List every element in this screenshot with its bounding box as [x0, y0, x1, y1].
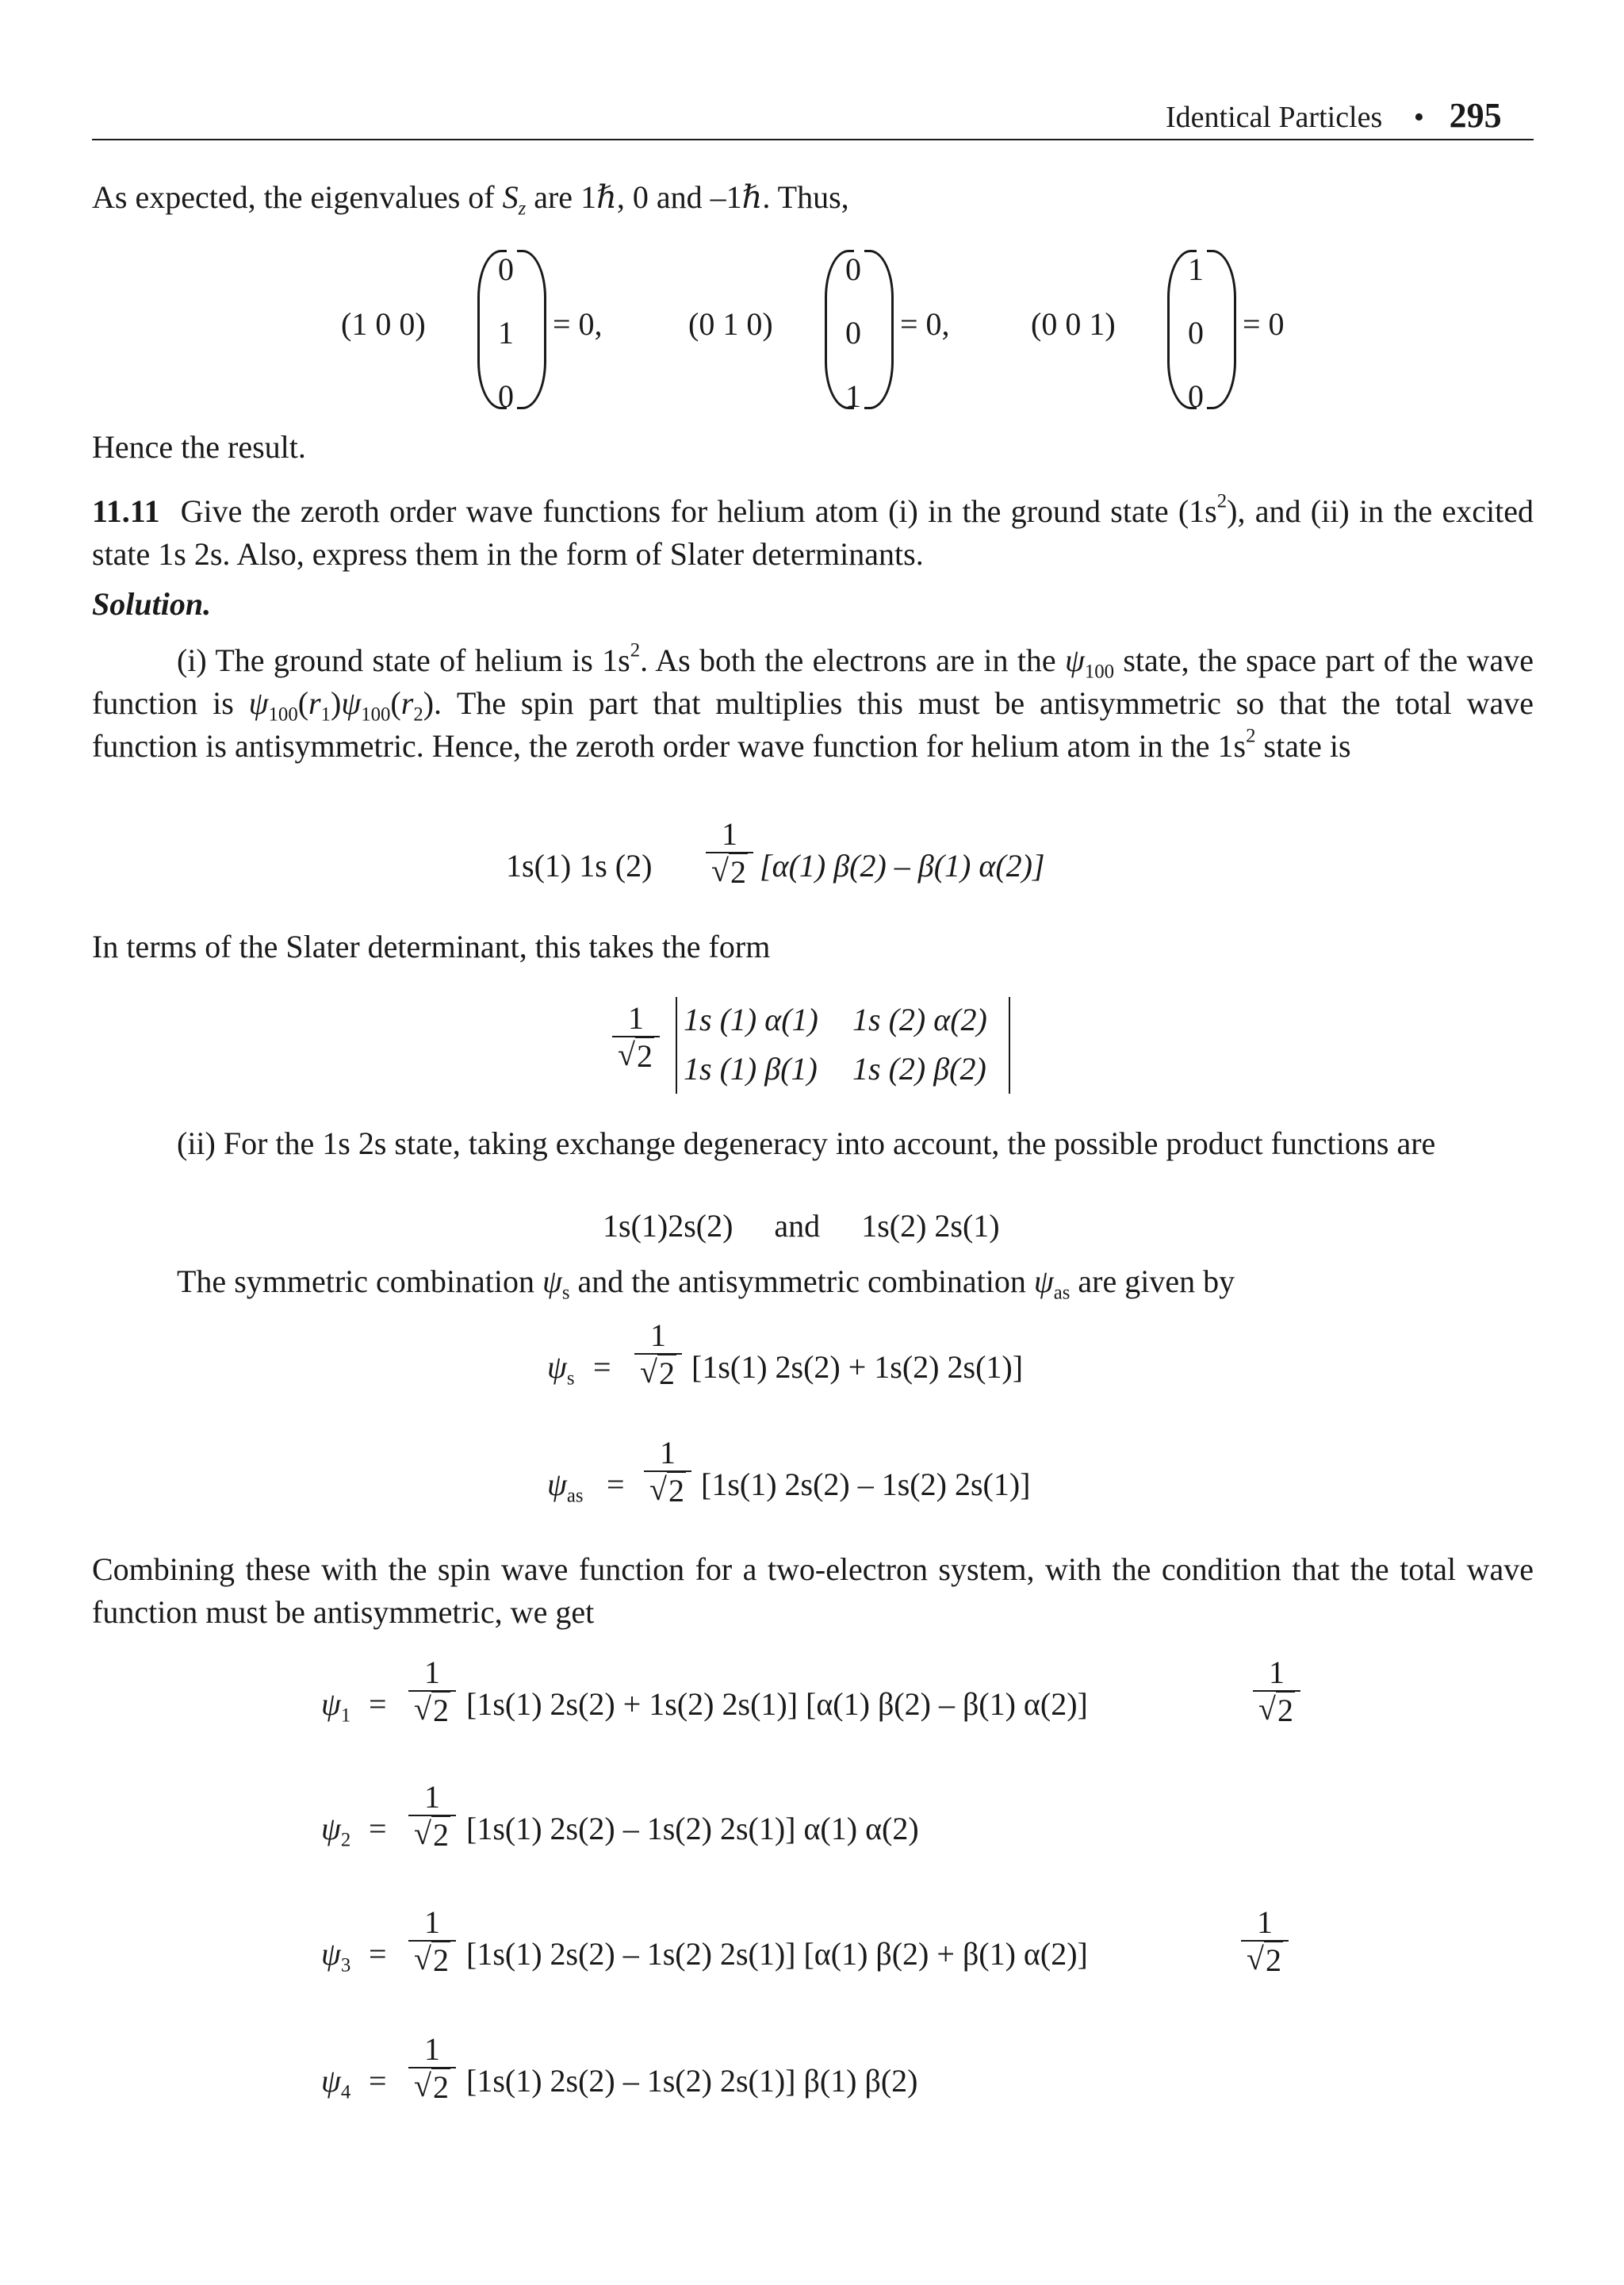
- product-and: and: [774, 1208, 821, 1244]
- psi-subscript: 4: [340, 2081, 351, 2103]
- fraction-numerator: 1: [628, 1000, 644, 1036]
- fraction-numerator: 1: [722, 816, 737, 852]
- psi-subscript: 3: [340, 1954, 351, 1976]
- r-symbol: r: [308, 685, 321, 721]
- sub-as: as: [566, 1485, 584, 1507]
- fraction-denominator: 2: [1266, 1942, 1281, 1978]
- psi-symbol: ψ: [542, 1263, 562, 1299]
- intro-hbar-1: ℏ: [596, 179, 617, 215]
- psi-symbol: ψ: [321, 1811, 341, 1846]
- fraction-numerator: 1: [424, 1654, 440, 1690]
- determinant-left-bar: [676, 997, 677, 1094]
- col-entry: 0: [1188, 315, 1204, 351]
- right-paren: [864, 250, 894, 409]
- eq1-fraction: [706, 817, 753, 891]
- row-vector: (1 0 0): [341, 306, 426, 342]
- eq1-right: [α(1) β(2) – β(1) α(2)]: [760, 848, 1045, 884]
- psi-symbol: ψ: [1033, 1263, 1054, 1299]
- matrix-rhs: = 0,: [900, 306, 950, 342]
- problem-statement: [92, 490, 1534, 576]
- col-entry: 0: [845, 315, 861, 351]
- psi-as-label: [547, 1466, 584, 1507]
- fraction-numerator: 1: [650, 1317, 666, 1353]
- equals-sign: =: [607, 1466, 625, 1502]
- row-vector: (0 1 0): [688, 306, 773, 342]
- product-a: 1s(1)2s(2): [603, 1208, 733, 1244]
- psi-1-label: [321, 1685, 351, 1727]
- psi-3-tail-fraction: [1241, 1905, 1289, 1980]
- psi-4-rhs: [1s(1) 2s(2) – 1s(2) 2s(1)] β(1) β(2): [466, 2063, 918, 2099]
- part-ii-paragraph: (ii) For the 1s 2s state, taking exchange degeneracy into account, the possible product functions are: [177, 1125, 1436, 1161]
- col-entry: 0: [498, 251, 514, 287]
- header-rule: [92, 139, 1534, 140]
- intro-hbar-2: ℏ: [741, 179, 763, 215]
- matrix-rhs: = 0: [1243, 306, 1285, 342]
- part1-text-d: . The spin part that multiplies this must be antisymmetric so that the total wave function is antisymmetric. Hence, the zeroth order wave function for helium atom in the 1s: [92, 685, 1534, 764]
- part1-sup-2: 2: [1246, 725, 1256, 747]
- psi-3-rhs: [1s(1) 2s(2) – 1s(2) 2s(1)] [α(1) β(2) + β(1) α(2)]: [466, 1936, 1088, 1972]
- psi-1-tail-fraction: [1253, 1655, 1300, 1730]
- sub-2: 2: [413, 704, 423, 726]
- running-header: [1166, 95, 1502, 136]
- intro-line: [92, 178, 849, 220]
- sub-100: 100: [1084, 661, 1115, 683]
- col-entry: 1: [498, 315, 514, 351]
- psi-subscript: 2: [340, 1829, 351, 1851]
- part1-sup-1: 2: [630, 639, 641, 661]
- psi-as-fraction: [644, 1436, 691, 1510]
- fraction-denominator: 2: [659, 1355, 675, 1391]
- psi-symbol: ψ: [341, 685, 362, 721]
- equals-sign: =: [369, 2063, 387, 2099]
- eq1-left: 1s(1) 1s (2): [506, 848, 653, 884]
- combining-paragraph: Combining these with the spin wave function for a two-electron system, with the condition that the total wave function must be antisymmetric, we get: [92, 1551, 1534, 1630]
- psi-4-label: [321, 2062, 351, 2103]
- sub-100: 100: [361, 704, 391, 726]
- psi-3-fraction: [408, 1905, 456, 1980]
- psi-3-label: [321, 1935, 351, 1976]
- col-entry: 0: [1188, 378, 1204, 414]
- psi-symbol: ψ: [248, 685, 269, 721]
- intro-z: z: [518, 197, 527, 220]
- psi-s-fraction: [634, 1318, 682, 1393]
- intro-S: S: [502, 179, 519, 215]
- slater-r1c1: 1s (1) α(1): [684, 1002, 818, 1037]
- sub-s: s: [561, 1282, 570, 1304]
- right-paren: [1207, 250, 1236, 409]
- slater-r1c2: 1s (2) α(2): [852, 1002, 987, 1037]
- slater-fraction: [612, 1001, 660, 1075]
- problem-text-a: Give the zeroth order wave functions for helium atom (i) in the ground state (1s: [180, 493, 1217, 529]
- sub-s: s: [566, 1367, 575, 1390]
- problem-number: 11.11: [92, 493, 160, 529]
- fraction-numerator: 1: [424, 1904, 440, 1940]
- fraction-denominator: 2: [433, 1942, 449, 1978]
- hence-result: Hence the result.: [92, 429, 306, 465]
- part1-text-c: state, the space part of the wave function is: [92, 642, 1534, 721]
- chapter-title: Identical Particles: [1166, 101, 1383, 134]
- sub-as: as: [1053, 1282, 1071, 1304]
- psi-as-rhs: [1s(1) 2s(2) – 1s(2) 2s(1)]: [701, 1466, 1031, 1502]
- psi-symbol: ψ: [547, 1466, 567, 1502]
- intro-text-d: . Thus,: [762, 179, 849, 215]
- psi-s-label: [547, 1348, 575, 1390]
- fraction-denominator: 2: [637, 1038, 653, 1074]
- header-bullet: •: [1413, 101, 1425, 134]
- fraction-numerator: 1: [1257, 1904, 1273, 1940]
- psi-2-fraction: [408, 1780, 456, 1854]
- psi-symbol: ψ: [547, 1349, 567, 1385]
- matrix-rhs: = 0,: [553, 306, 603, 342]
- col-entry: 0: [845, 251, 861, 287]
- psi-symbol: ψ: [321, 1686, 341, 1722]
- fraction-denominator: 2: [433, 1693, 449, 1728]
- row-vector: (0 0 1): [1031, 306, 1116, 342]
- fraction-denominator: 2: [1277, 1693, 1293, 1728]
- slater-r2c2: 1s (2) β(2): [852, 1051, 986, 1087]
- part1-text-a: (i) The ground state of helium is 1s: [177, 642, 630, 678]
- problem-text-b: ), and (ii) in the excited state 1s 2s. Also, express them in the form of Slater determinants.: [92, 493, 1534, 572]
- combination-line: [177, 1263, 1235, 1304]
- part-i-paragraph: (i) The ground state of helium is $1s^2$. As both the electrons are in the $\psi_{100}$ state, the space part of the wave function is $\psi_{100}(r_1)\psi_{100}(r_2)$. The spin part that multiplies this must be antisymmetric so that the total wave function is antisymmetric. Hence, the zeroth order wave function for helium atom in the $1s^2$ state is: [92, 639, 1534, 764]
- part1-text-e: state is: [1255, 728, 1351, 764]
- equals-sign: =: [369, 1811, 387, 1846]
- fraction-numerator: 1: [424, 2031, 440, 2067]
- problem-sup: 2: [1216, 490, 1228, 512]
- combo-text-b: and the antisymmetric combination: [569, 1263, 1034, 1299]
- sub-1: 1: [320, 704, 331, 726]
- fraction-denominator: 2: [668, 1473, 684, 1509]
- equals-sign: =: [369, 1936, 387, 1972]
- fraction-denominator: 2: [433, 1817, 449, 1853]
- psi-2-rhs: [1s(1) 2s(2) – 1s(2) 2s(1)] α(1) α(2): [466, 1811, 919, 1846]
- r-symbol: r: [400, 685, 414, 721]
- psi-symbol: ψ: [321, 2063, 341, 2099]
- equals-sign: =: [369, 1686, 387, 1722]
- fraction-numerator: 1: [1269, 1654, 1285, 1690]
- sub-100: 100: [268, 704, 298, 726]
- psi-symbol: ψ: [321, 1936, 341, 1972]
- solution-label: Solution.: [92, 586, 212, 622]
- psi-1-rhs: [1s(1) 2s(2) + 1s(2) 2s(1)] [α(1) β(2) – β(1) α(2)]: [466, 1686, 1088, 1722]
- page-number: 295: [1449, 96, 1502, 135]
- psi-1-fraction: [408, 1655, 456, 1730]
- psi-symbol: ψ: [1065, 642, 1085, 678]
- fraction-numerator: 1: [660, 1435, 676, 1470]
- fraction-denominator: 2: [730, 854, 746, 890]
- fraction-denominator: 2: [433, 2069, 449, 2105]
- psi-4-fraction: [408, 2032, 456, 2107]
- intro-text-a: As expected, the eigenvalues of: [92, 179, 503, 215]
- psi-s-rhs: [1s(1) 2s(2) + 1s(2) 2s(1)]: [691, 1349, 1024, 1385]
- right-paren: [517, 250, 546, 409]
- product-b: 1s(2) 2s(1): [861, 1208, 1000, 1244]
- psi-2-label: [321, 1810, 351, 1851]
- combo-text-a: The symmetric combination: [177, 1263, 542, 1299]
- intro-text-c: , 0 and –1: [616, 179, 742, 215]
- part1-text-b: . As both the electrons are in the: [640, 642, 1065, 678]
- determinant-right-bar: [1009, 997, 1010, 1094]
- intro-text-b: are 1: [526, 179, 597, 215]
- slater-r2c1: 1s (1) β(1): [684, 1051, 818, 1087]
- slater-intro: In terms of the Slater determinant, this takes the form: [92, 929, 771, 964]
- product-functions: [603, 1207, 1000, 1244]
- col-entry: 1: [1188, 251, 1204, 287]
- col-entry: 1: [845, 378, 861, 414]
- psi-subscript: 1: [340, 1704, 351, 1727]
- equals-sign: =: [593, 1349, 611, 1385]
- col-entry: 0: [498, 378, 514, 414]
- fraction-numerator: 1: [424, 1779, 440, 1815]
- combo-text-c: are given by: [1070, 1263, 1235, 1299]
